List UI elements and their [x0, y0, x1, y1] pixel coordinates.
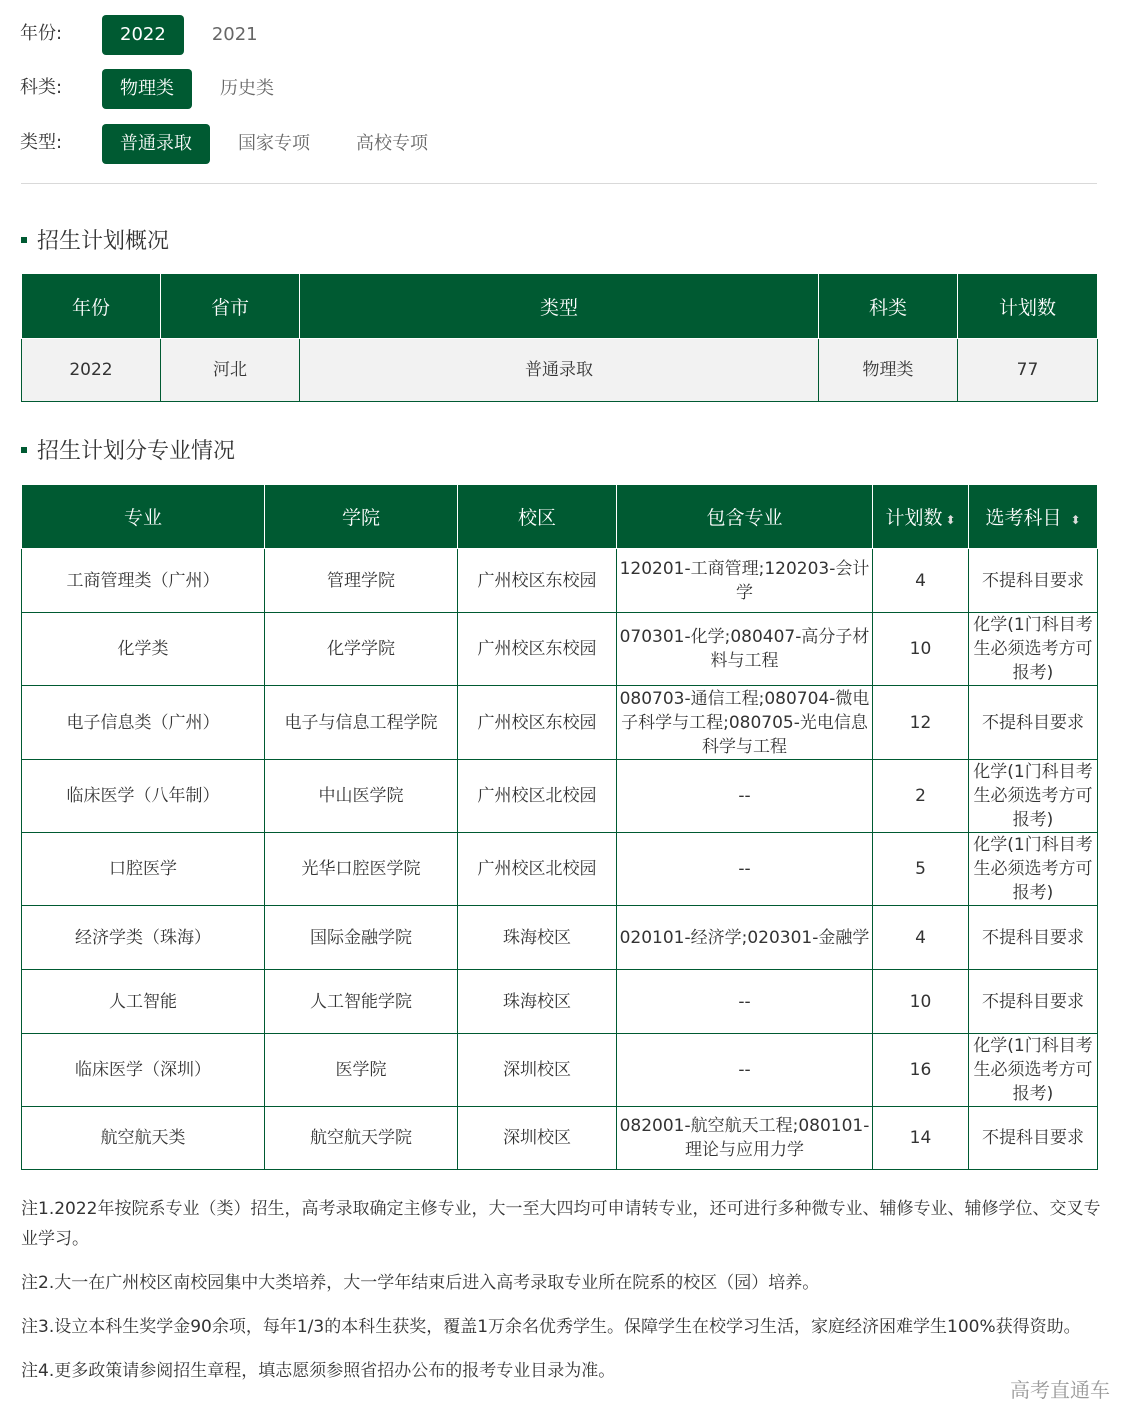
cell: 经济学类（珠海） — [22, 906, 265, 970]
cell: 广州校区东校园 — [458, 613, 617, 686]
col-header: 包含专业 — [617, 485, 873, 549]
cell: 化学学院 — [265, 613, 458, 686]
col-header: 省市 — [161, 274, 300, 339]
col-header: 类型 — [300, 274, 819, 339]
col-header: 科类 — [819, 274, 958, 339]
cell: 16 — [873, 1034, 969, 1107]
filter-label: 年份: — [20, 23, 63, 44]
cell: 化学类 — [22, 613, 265, 686]
table-row — [22, 833, 1098, 906]
filter-row — [20, 69, 302, 109]
filter-row — [20, 15, 286, 55]
cell: 医学院 — [265, 1034, 458, 1107]
cell: 光华口腔医学院 — [265, 833, 458, 906]
cell: 14 — [873, 1107, 969, 1170]
cell: 不提科目要求 — [969, 686, 1098, 760]
cell: 082001-航空航天工程;080101-理论与应用力学 — [617, 1107, 873, 1170]
watermark: 高考直通车 — [1010, 1378, 1110, 1402]
cell: 深圳校区 — [458, 1107, 617, 1170]
filter-option[interactable]: 2022 — [102, 15, 184, 55]
note: 注3.设立本科生奖学金90余项，每年1/3的本科生获奖，覆盖1万余名优秀学生。保障学生在校学习生活，家庭经济困难学生100%获得资助。 — [21, 1317, 1081, 1337]
cell: 广州校区北校园 — [458, 833, 617, 906]
cell: 河北 — [161, 339, 300, 402]
cell: 临床医学（八年制） — [22, 760, 265, 833]
cell: 4 — [873, 906, 969, 970]
majors-title-text: 招生计划分专业情况 — [37, 439, 236, 464]
filter-option[interactable]: 历史类 — [220, 78, 274, 99]
col-header: 计划数 — [958, 274, 1098, 339]
majors-section-title — [21, 434, 235, 465]
overview-title-text: 招生计划概况 — [37, 229, 170, 254]
cell: 不提科目要求 — [969, 970, 1098, 1034]
cell: 珠海校区 — [458, 906, 617, 970]
sort-icon[interactable]: ⬍ — [1070, 513, 1081, 527]
table-row — [22, 760, 1098, 833]
cell: 化学(1门科目考生必须选考方可报考) — [969, 833, 1098, 906]
col-header: 专业 — [22, 485, 265, 549]
cell: 不提科目要求 — [969, 906, 1098, 970]
cell: 物理类 — [819, 339, 958, 402]
filter-row — [20, 124, 456, 164]
sort-header-subject[interactable] — [969, 485, 1098, 549]
cell: 普通录取 — [300, 339, 819, 402]
col-header-label: 计划数 — [885, 507, 943, 529]
table-row — [22, 613, 1098, 686]
cell: 不提科目要求 — [969, 549, 1098, 613]
table-row — [22, 1034, 1098, 1107]
note: 注2.大一在广州校区南校园集中大类培养，大一学年结束后进入高考录取专业所在院系的校区（园）培养。 — [21, 1273, 820, 1293]
cell: 不提科目要求 — [969, 1107, 1098, 1170]
overview-table — [21, 273, 1098, 402]
note: 注4.更多政策请参阅招生章程，填志愿须参照省招办公布的报考专业目录为准。 — [21, 1361, 616, 1381]
cell: 深圳校区 — [458, 1034, 617, 1107]
filter-label: 科类: — [20, 77, 63, 98]
filter-option[interactable]: 高校专项 — [356, 133, 428, 154]
cell: -- — [617, 1034, 873, 1107]
cell: 管理学院 — [265, 549, 458, 613]
cell: 080703-通信工程;080704-微电子科学与工程;080705-光电信息科学与工程 — [617, 686, 873, 760]
table-row — [22, 1107, 1098, 1170]
cell: 广州校区东校园 — [458, 549, 617, 613]
filter-option[interactable]: 普通录取 — [102, 124, 210, 164]
cell: 12 — [873, 686, 969, 760]
cell: 化学(1门科目考生必须选考方可报考) — [969, 613, 1098, 686]
cell: -- — [617, 833, 873, 906]
cell: 070301-化学;080407-高分子材料与工程 — [617, 613, 873, 686]
cell: 广州校区北校园 — [458, 760, 617, 833]
table-row — [22, 549, 1098, 613]
cell: 口腔医学 — [22, 833, 265, 906]
filter-option[interactable]: 国家专项 — [238, 133, 310, 154]
table-row — [22, 970, 1098, 1034]
filter-option[interactable]: 2021 — [211, 24, 258, 45]
cell: 10 — [873, 970, 969, 1034]
cell: -- — [617, 970, 873, 1034]
cell: 2022 — [22, 339, 161, 402]
cell: 4 — [873, 549, 969, 613]
cell: 中山医学院 — [265, 760, 458, 833]
cell: 5 — [873, 833, 969, 906]
cell: 化学(1门科目考生必须选考方可报考) — [969, 1034, 1098, 1107]
col-header: 年份 — [22, 274, 161, 339]
sort-icon[interactable]: ⬍ — [945, 513, 956, 527]
cell: 020101-经济学;020301-金融学 — [617, 906, 873, 970]
cell: 航空航天类 — [22, 1107, 265, 1170]
cell: -- — [617, 760, 873, 833]
table-row — [22, 339, 1098, 402]
sort-header-plan[interactable] — [873, 485, 969, 549]
notes — [21, 1194, 1101, 1400]
cell: 人工智能学院 — [265, 970, 458, 1034]
filter-label: 类型: — [20, 132, 63, 153]
cell: 2 — [873, 760, 969, 833]
overview-section-title — [21, 224, 169, 255]
note: 注1.2022年按院系专业（类）招生，高考录取确定主修专业，大一至大四均可申请转专业，还可进行多种微专业、辅修专业、辅修学位、交叉专业学习。 — [21, 1199, 1101, 1249]
table-row — [22, 686, 1098, 760]
filter-option[interactable]: 物理类 — [102, 69, 192, 109]
cell: 10 — [873, 613, 969, 686]
cell: 120201-工商管理;120203-会计学 — [617, 549, 873, 613]
cell: 工商管理类（广州） — [22, 549, 265, 613]
cell: 人工智能 — [22, 970, 265, 1034]
col-header-label: 选考科目 — [985, 507, 1062, 529]
cell: 电子信息类（广州） — [22, 686, 265, 760]
cell: 77 — [958, 339, 1098, 402]
cell: 广州校区东校园 — [458, 686, 617, 760]
col-header: 校区 — [458, 485, 617, 549]
col-header: 学院 — [265, 485, 458, 549]
cell: 航空航天学院 — [265, 1107, 458, 1170]
cell: 珠海校区 — [458, 970, 617, 1034]
table-row — [22, 906, 1098, 970]
cell: 临床医学（深圳） — [22, 1034, 265, 1107]
cell: 电子与信息工程学院 — [265, 686, 458, 760]
cell: 化学(1门科目考生必须选考方可报考) — [969, 760, 1098, 833]
divider — [21, 183, 1097, 184]
majors-table — [21, 484, 1098, 1170]
cell: 国际金融学院 — [265, 906, 458, 970]
